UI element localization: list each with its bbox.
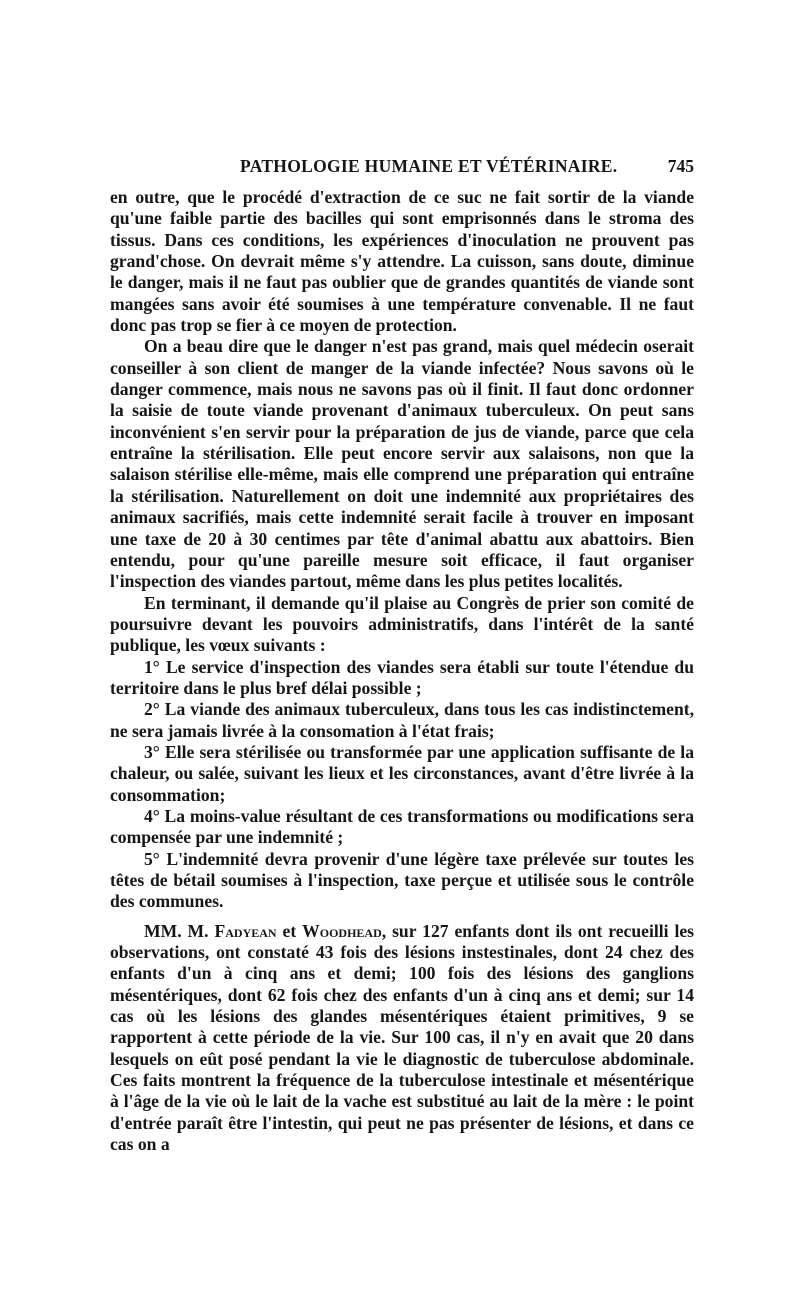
- paragraph-conclusion: En terminant, il demande qu'il plaise au Congrès de prier son comité de poursuivre devant les pouvoirs administratifs, dans l'intérêt de la santé publique, les vœux suivants :: [110, 592, 694, 656]
- wish-item-1: 1° Le service d'inspection des viandes sera établi sur toute l'étendue du territoire dans le plus bref délai possible ;: [110, 656, 694, 698]
- paragraph-danger: On a beau dire que le danger n'est pas grand, mais quel médecin oserait conseiller à son client de manger de la viande infectée? Nous savons où le danger commence, mais nous ne savons pas où il finit. Il faut donc ordonner la saisie de toute viande provenant d'animaux tuberculeux. On peut sans inconvénient s'en servir pour la préparation de jus de viande, parce que cela entraîne la stérilisation. Elle peut encore servir aux salaisons, non que la salaison stérilise elle-même, mais elle comprend une préparation qui entraîne la stérilisation. Naturellement on doit une indemnité aux propriétaires des animaux sacrifiés, mais cette indemnité serait facile à trouver en imposant une taxe de 20 à 30 centimes par tête d'animal abattu aux abattoirs. Bien entendu, pour qu'une pareille mesure soit efficace, il faut organiser l'inspection des viandes partout, même dans les plus petites localités.: [110, 336, 694, 592]
- body-text: [110, 187, 694, 1155]
- paragraph-continuation: en outre, que le procédé d'extraction de ce suc ne fait sortir de la viande qu'une faible partie des bacilles qui sont emprisonnés dans le stroma des tissus. Dans ces conditions, les expériences d'inoculation ne prouvent pas grand'chose. On devrait même s'y attendre. La cuisson, sans doute, diminue le danger, mais il ne faut pas oublier que de grandes quantités de viande sont mangées sans avoir été soumises à une température convenable. Il ne faut donc pas trop se fier à ce moyen de protection.: [110, 187, 694, 336]
- final-body: , sur 127 enfants dont ils ont recueilli les observations, ont constaté 43 fois des lésions instestinales, dont 24 chez des enfants d'un à cinq ans et demi; 100 fois des lésions des ganglions mésentériques, dont 62 fois chez des enfants d'un à cinq ans et demi; sur 14 cas où les lésions des glandes mésentériques étaient primitives, 9 se rapportent à cette période de la vie. Sur 100 cas, il n'y en avait que 20 dans lesquels on eût posé pendant la vie le diagnostic de tuberculose abdominale. Ces faits montrent la fréquence de la tuberculose intestinale et mésentérique à l'âge de la vie où le lait de la vache est substitué au lait de la mère : le point d'entrée paraît être l'intestin, qui peut ne pas présenter de lésions, et dans ce cas on a: [110, 920, 694, 1155]
- wish-item-5: 5° L'indemnité devra provenir d'une légère taxe prélevée sur toutes les têtes de bétail soumises à l'inspection, taxe perçue et utilisée sous le contrôle des communes.: [110, 848, 694, 912]
- author-name-fadyean: Fadyean: [214, 920, 277, 941]
- paragraph-fadyean-woodhead: [110, 921, 694, 1156]
- author-name-woodhead: Woodhead: [302, 920, 382, 941]
- running-title: PATHOLOGIE HUMAINE ET VÉTÉRINAIRE.: [240, 156, 618, 176]
- wish-item-3: 3° Elle sera stérilisée ou transformée par une application suffisante de la chaleur, ou salée, suivant les lieux et les circonstances, avant d'être livrée à la consommation;: [110, 741, 694, 805]
- final-connector: et: [276, 920, 303, 941]
- wish-item-2: 2° La viande des animaux tuberculeux, dans tous les cas indistinctement, ne sera jamais livrée à la consomation à l'état frais;: [110, 699, 694, 741]
- final-prefix: MM. M.: [144, 920, 215, 941]
- page-header: [110, 156, 694, 182]
- page-number: 745: [667, 156, 694, 176]
- wish-item-4: 4° La moins-value résultant de ces transformations ou modifications sera compensée par une indemnité ;: [110, 805, 694, 848]
